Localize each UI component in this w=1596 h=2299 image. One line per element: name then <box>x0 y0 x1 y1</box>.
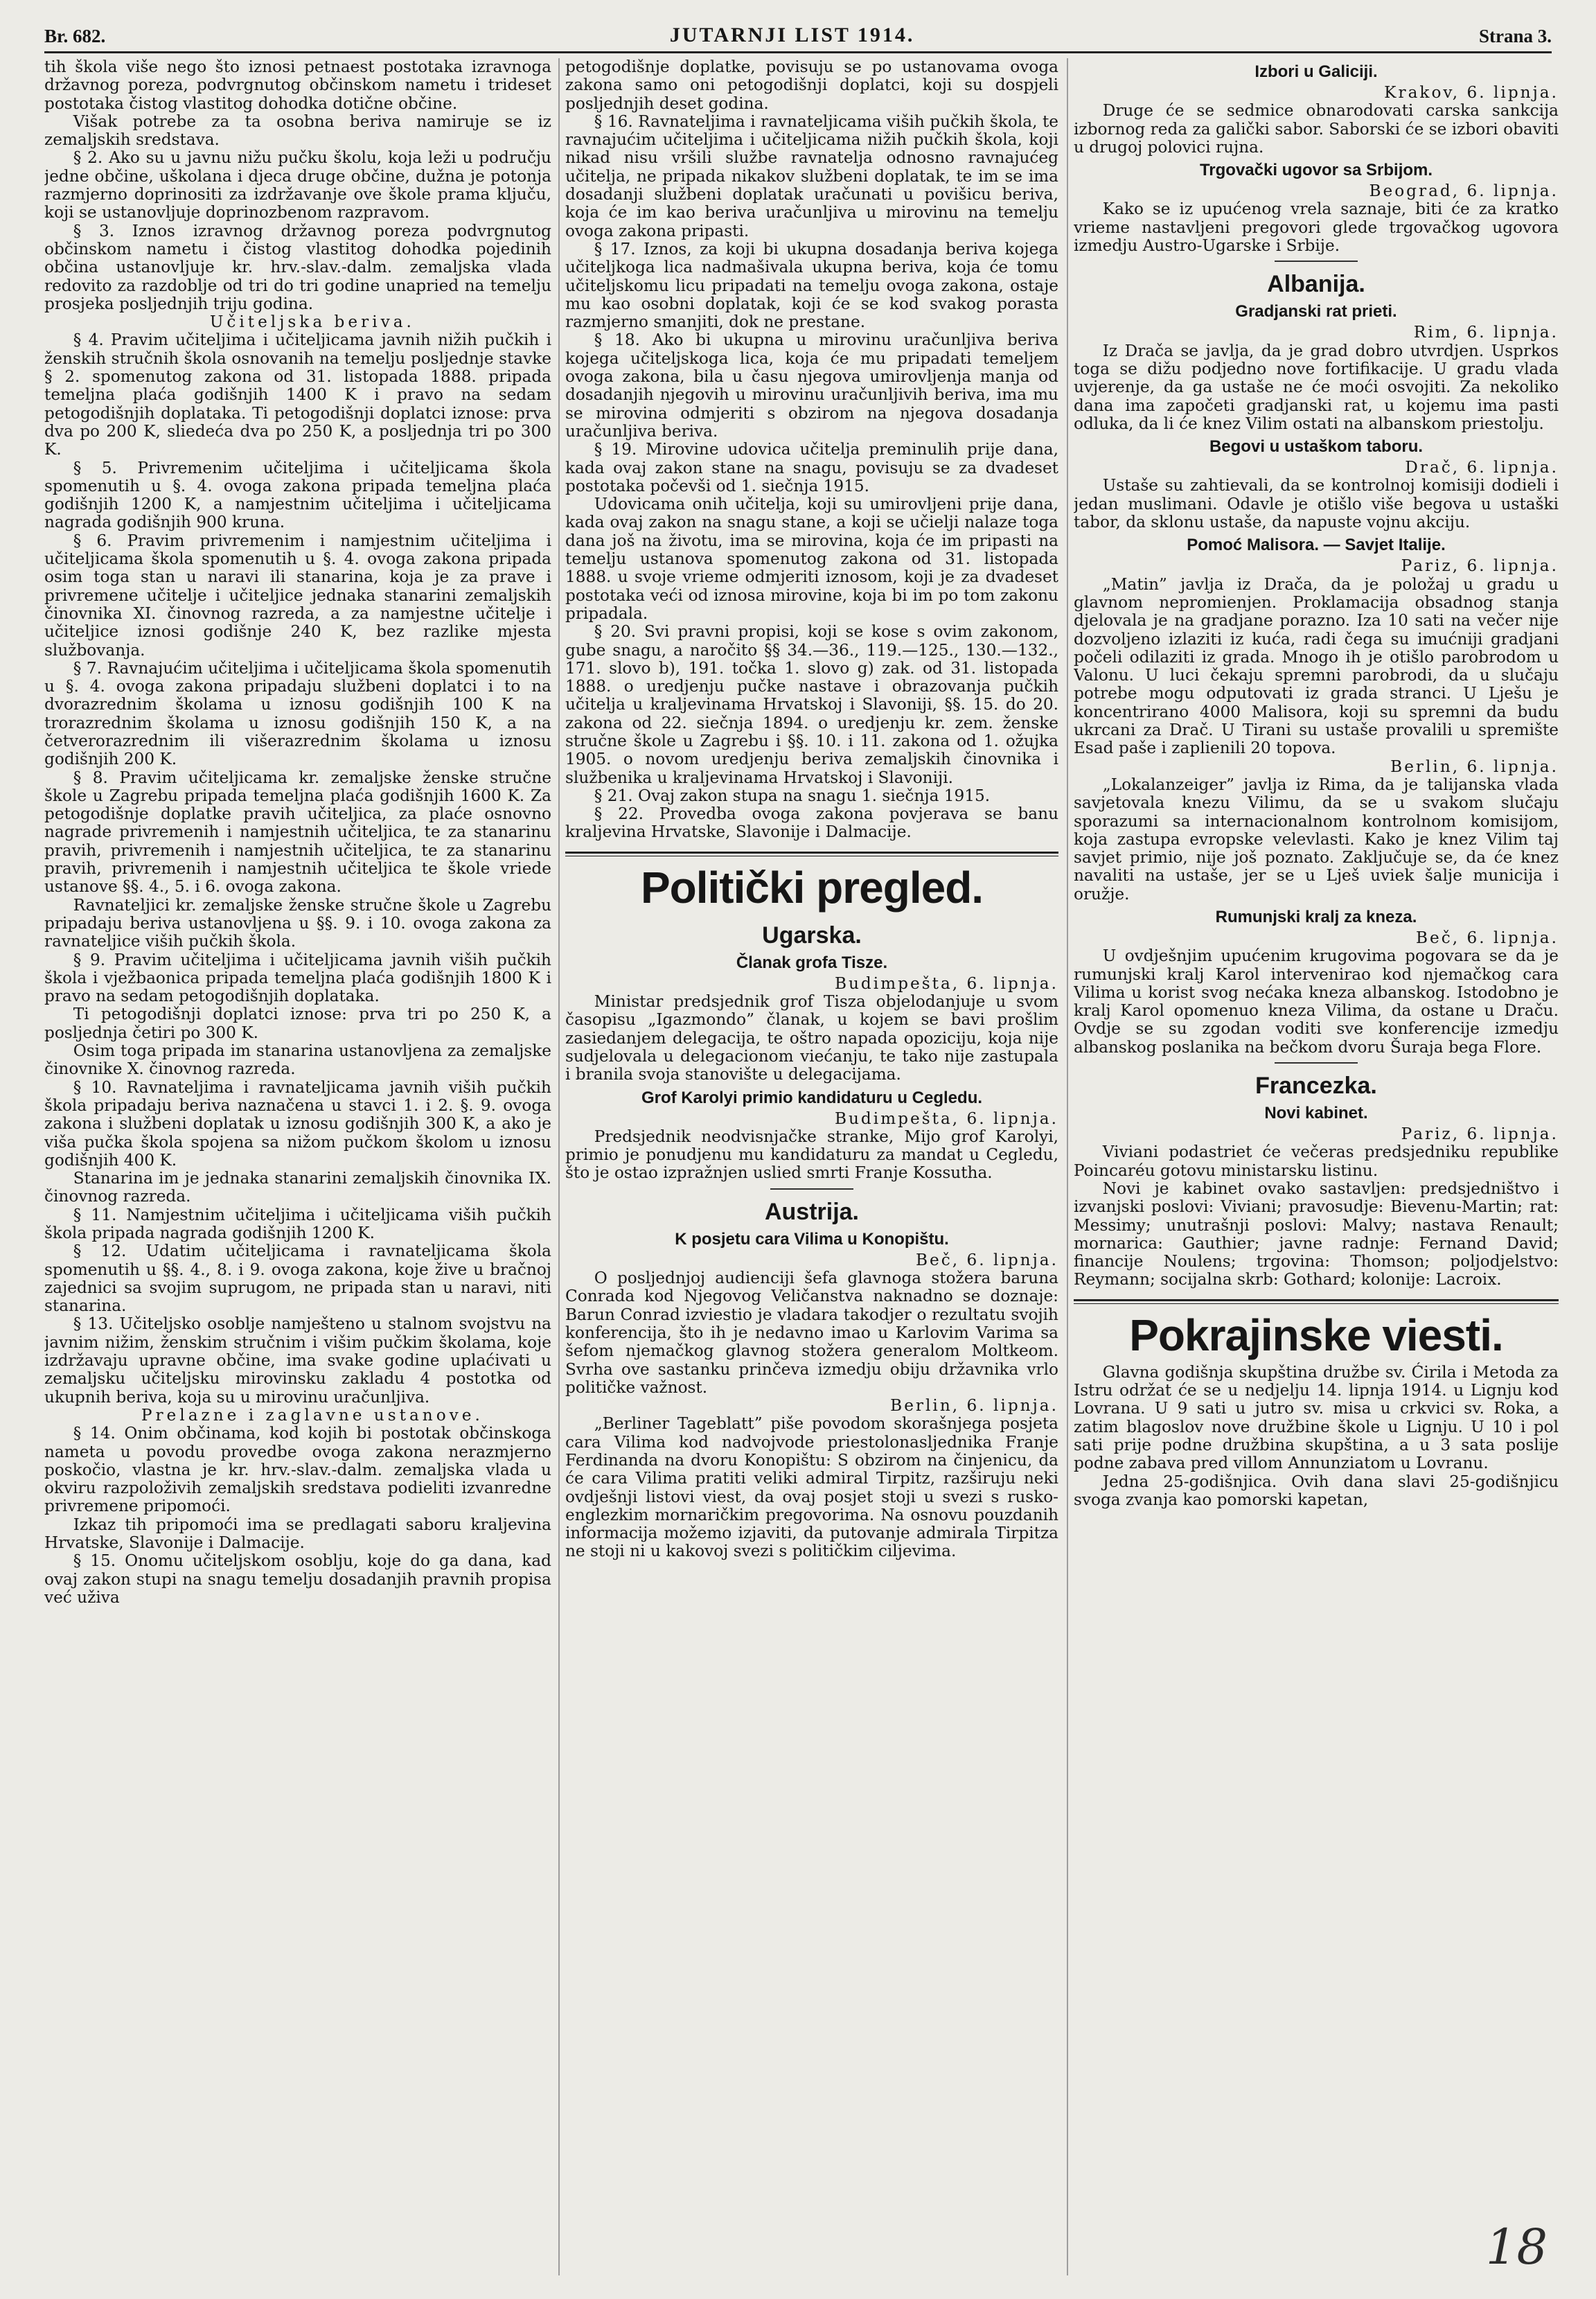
section-heading-hungary: Ugarska. <box>762 922 862 949</box>
dateline: Beograd, 6. lipnja. <box>1369 182 1559 201</box>
section-divider <box>1074 1299 1559 1304</box>
section-heading-france: Francezka. <box>1255 1073 1377 1100</box>
section-subheading: Učiteljska beriva. <box>209 312 415 332</box>
page-header <box>44 15 1552 53</box>
paragraph: „Matin” javlja iz Drača, da je položaj u gradu u glavnom nepromienjen. Proklamacija obsadnog stanja djelovala je na gradjane porazno. Iza 10 sati na večer nije dozvoljeno izlaziti iz kuća, radi čega su imućniji gradjani počeli odilaziti iz grada. Mnogo ih je otišlo parobrodom u Valonu. U luci čekaju spremni parobrodi, da u slučaju potrebe mogu odputovati iz grada stranci. U Lješu je koncentrirano 4000 Malisora, koji su spremni da budu ukrcani za Drač. U Tirani su ustaše provalili u spremište Esad paše i zaplienili 20 topova. <box>1074 574 1559 758</box>
article-heading: Rumunjski kralj za kneza. <box>1215 907 1417 926</box>
article-heading: K posjetu cara Vilima u Konopištu. <box>675 1229 949 1249</box>
newspaper-title: JUTARNJI LIST 1914. <box>669 24 915 46</box>
article-heading: Izbori u Galiciji. <box>1254 62 1378 81</box>
paragraph: Jedna 25-godišnjica. Ovih dana slavi 25-godišnjicu svoga zvanja kao pomorski kapetan, <box>1074 1472 1559 1509</box>
section-heading-albania: Albanija. <box>1267 271 1365 298</box>
divider <box>1275 1062 1358 1064</box>
dateline: Budimpešta, 6. lipnja. <box>834 1109 1058 1128</box>
paragraph: § 10. Ravnateljima i ravnateljicama javnih viših pučkih škola pripadaju beriva naznačena u stavci 1. i 2. §. 9. ovoga zakona i službeni doplatak u iznosu godišnjih 300 K, a ako je viša pučka škola spojena sa nižom pučkom školom u iznosu godišnjih 400 K. <box>44 1077 551 1170</box>
dateline: Berlin, 6. lipnja. <box>1390 757 1559 776</box>
paragraph: § 2. Ako su u javnu nižu pučku školu, koja leži u području jedne občine, uškolana i djeca druge občine, dužna je potonja razmjerno doprinositi za izdržavanje ove škole prama ključu, koji se ustanovljuje doprinozbenom razpravom. <box>44 148 551 222</box>
dateline: Budimpešta, 6. lipnja. <box>834 974 1058 993</box>
section-divider <box>565 852 1058 856</box>
paragraph: Glavna godišnja skupština družbe sv. Ćirila i Metoda za Istru održat će se u nedjelju 14. lipnja 1914. u Lignju kod Lovrana. U 9 sati u jutro sv. misa u crkvici sv. Roka, a zatim blagoslov nove družbine škole u Lignju. U 10 i pol sati prije podne družbina skupština, a u 3 sata poslije podne zabava pred villom Annunziatom u Lovranu. <box>1074 1362 1559 1473</box>
page-number: Strana 3. <box>1478 26 1552 46</box>
article-heading: Trgovački ugovor sa Srbijom. <box>1199 161 1433 180</box>
paragraph: O posljednjoj audienciji šefa glavnoga stožera baruna Conrada kod Njegovog Veličanstva naknadno se doznaje: Barun Conrad izviestio je vladara takodjer o rezultatu svojih konferencija, što ih je nedavno imao u Karlovim Varima sa šefom njemačkog glavnog stožera generalom Moltkeom. Svrha ove sastanku prinčeva izmedju obiju državnika vrlo političke važnost. <box>565 1269 1058 1397</box>
column-2 <box>565 58 1058 2275</box>
paragraph: § 14. Onim občinama, kod kojih bi postotak občinskoga nameta u povodu provedbe ovoga zakona nerazmjerno poskočio, vlastna je kr. hrv.-slav.-dalm. zemaljska vlada u okviru razpoloživih zemaljskih sredstava podieliti izvanredne privremene pripomoći. <box>44 1424 551 1516</box>
paragraph: „Lokalanzeiger” javlja iz Rima, da je talijanska vlada savjetovala knezu Vilimu, da se u svakom slučaju sporazumi sa internacionalnom kontrolnom komisijom, koja zastupa evropske velevlasti. Kako je knez Vilim taj savjet primio, nije još poznato. Zaključuje se, da će knez navaliti na ustaše, jer se u Lješ uviek šalje municija i oružje. <box>1074 775 1559 904</box>
paragraph: § 15. Onomu učiteljskom osoblju, koje do ga dana, kad ovaj zakon stupi na snagu temelju dosadanjih pravnih propisa već uživa <box>44 1551 551 1607</box>
paragraph: U ovdješnjim upućenim krugovima pogovara se da je rumunjski kralj Karol intervenirao kod njemačkog cara Vilima u korist svog nećaka kneza albanskog. Istodobno je kralj Karol opomenuo kneza Vilima, da ostane u Draču. Ovdje se su zgodan voditi sve konferencije izmedju albanskog poslanika na bečkom dvoru Šuraja bega Flore. <box>1074 946 1559 1057</box>
paragraph: Izkaz tih pripomoći ima se predlagati saboru kraljevina Hrvatske, Slavonije i Dalmacije. <box>44 1515 551 1553</box>
dateline: Pariz, 6. lipnja. <box>1401 556 1559 576</box>
paragraph: § 7. Ravnajućim učiteljima i učiteljicama škola spomenutih u §. 4. ovoga zakona pripadaju službeni doplatci i to na dvorazrednim školama u iznosu godišnjih 100 K na trorazrednim školama u iznosu godišnjih 150 K, a na četverorazrednim ili višerazrednim školama u iznosu godišnjih 200 K. <box>44 658 551 769</box>
article-heading: Pomoć Malisora. — Savjet Italije. <box>1187 536 1446 555</box>
column-1 <box>44 58 551 2275</box>
dateline: Pariz, 6. lipnja. <box>1401 1125 1559 1144</box>
paragraph: § 16. Ravnateljima i ravnateljicama viših pučkih škola, te ravnajućim učiteljima i učiteljicama nižih pučkih škola, koji nikad nisu vršili službe ravnatelja odnosno ravnajućeg učitelja, ne pripada nikakov službeni doplatak, te im se ima dosadanji službeni doplatak uračunati u povišicu beriva, koja će im kao beriva uračunljiva u mirovinu na temelju ovoga zakona pripasti. <box>565 112 1058 240</box>
paragraph: Višak potrebe za ta osobna beriva namiruje se iz zemaljskih sredstava. <box>44 112 551 150</box>
paragraph: Kako se iz upućenog vrela saznaje, biti će za kratko vrieme nastavljeni pregovori glede trgovačkog ugovora izmedju Austro-Ugarske i Srbije. <box>1074 200 1559 256</box>
paragraph: Druge će se sedmice obnarodovati carska sankcija izbornog reda za galički sabor. Saborski će se izbori obaviti u drugoj polovici rujna. <box>1074 101 1559 157</box>
paragraph: § 19. Mirovine udovica učitelja preminulih prije dana, kada ovaj zakon stane na snagu, povisuju se za dvadeset postotaka počevši od 1. siečnja 1915. <box>565 440 1058 495</box>
paragraph: § 20. Svi pravni propisi, koji se kose s ovim zakonom, gube snagu, a naročito §§ 34.—36., 119.—125., 130.—132., 171. slovo b), 191. točka 1. slovo g) zak. od 31. listopada 1888. o uredjenju pučke nastave i obrazovanja pučkih učitelja u kraljevinama Hrvatskoj i Slavoniji, §§. 15. do 20. zakona od 22. siečnja 1894. o uredjenju kr. zem. ženske stručne škole u Zagrebu i §§. 10. i 11. zakona od 1. ožujka 1905. o novom uredjenju beriva zemaljskih činovnika i službenika u kraljevinama Hrvatskoj i Slavoniji. <box>565 622 1058 787</box>
paragraph: § 3. Iznos izravnog državnog poreza podvrgnutog občinskom nametu i čistog vlastitog dohodka pojedinih občina ustanovljuje kr. hrv.-slav.-dalm. zemaljska vlada redovito za razdoblje od tri do tri godine unapried na temelju prosjeka posljednjih triju godina. <box>44 221 551 313</box>
political-review-heading: Politički pregled. <box>640 862 984 913</box>
divider <box>1275 261 1358 262</box>
divider <box>770 1188 853 1190</box>
dateline: Beč, 6. lipnja. <box>1416 928 1559 947</box>
paragraph: Ustaše su zahtievali, da se kontrolnoj komisiji dodieli i jedan muslimani. Odavle je otišlo više begova u ustaški tabor, da sklonu ustaše, da napuste vojnu akciju. <box>1074 476 1559 532</box>
issue-number: Br. 682. <box>44 26 106 46</box>
paragraph: Osim toga pripada im stanarina ustanovljena za zemaljske činovnike X. činovnog razreda. <box>44 1041 551 1079</box>
paragraph: petogodišnje doplatke, povisuju se po ustanovama ovoga zakona samo oni petogodišnji doplatci, koji su dospjeli posljednjih deset godina. <box>565 58 1058 113</box>
handwritten-page-number: 18 <box>1485 2219 1548 2275</box>
paragraph: § 6. Pravim privremenim i namjestnim učiteljima i učiteljicama škola spomenutih u §. 4. ovoga zakona pripada osim toga stan u naravi ili stanarina, koja je za prave i privremene učitelje i učiteljice jednaka stanarini zemaljskih činovnika XI. činovnog razreda, a za namjestne učitelje i učiteljice iznosi godišnje 240 K, bez razlike mjesta službovanja. <box>44 531 551 660</box>
dateline: Drač, 6. lipnja. <box>1405 458 1559 477</box>
paragraph: Ravnateljici kr. zemaljske ženske stručne škole u Zagrebu pripadaju beriva ustanovljena u §§. 9. i 10. ovoga zakona za ravnateljice viših pučkih škola. <box>44 895 551 951</box>
paragraph: § 8. Pravim učiteljicama kr. zemaljske ženske stručne škole u Zagrebu pripada temeljna plaća godišnjih 1600 K. Za petogodišnje doplatke pravih učiteljica, za plaće osnovno nagrade privremenih i namjestnih učiteljica, te za stanarinu pravih, privremenih i namjestnih učiteljica, te za stanarinu pravih, privremenih i namjestnih učiteljica te škole vriede ustanove §§. 4., 5. i 6. ovoga zakona. <box>44 768 551 897</box>
article-heading: Članak grofa Tisze. <box>736 953 888 972</box>
paragraph: Predsjednik neodvisnjačke stranke, Mijo grof Karolyi, primio je ponudjenu mu kandidaturu za mandat u Cegledu, što je ostao izpražnjen uslied smrti Franje Kossutha. <box>565 1127 1058 1183</box>
paragraph: § 12. Udatim učiteljicama i ravnateljicama škola spomenutih u §§. 4., 8. i 9. ovoga zakona, koje žive u bračnoj zajednici sa svojim suprugom, ne pripada stan u naravi, niti stanarina. <box>44 1242 551 1316</box>
column-divider <box>1067 58 1068 2275</box>
paragraph: Ministar predsjednik grof Tisza objelodanjuje u svom časopisu „Igazmondo” članak, u kojem se bavi prošlim zasiedanjem delegacija, te oštro napada opoziciju, koja nije sudjelovala u delegacionom viećanju, te tako nije zastupala i branila svoja stanovište u delegacijama. <box>565 992 1058 1084</box>
paragraph: Iz Drača se javlja, da je grad dobro utvrdjen. Usprkos toga se dižu podjedno nove fortifikacije. U gradu vlada uvjerenje, da ga ustaše ne će moći osvojiti. Za nekoliko dana ima započeti gradjanski rat, u kojemu ima pasti odluka, da li će knez Vilim ostati na albanskom priestolju. <box>1074 341 1559 433</box>
paragraph: Ti petogodišnji doplatci iznose: prva tri po 250 K, a posljednja četiri po 300 K. <box>44 1005 551 1042</box>
regional-news-heading: Pokrajinske viesti. <box>1129 1310 1503 1360</box>
paragraph: § 21. Ovaj zakon stupa na snagu 1. siečnja 1915. <box>594 786 991 805</box>
dateline: Beč, 6. lipnja. <box>916 1250 1058 1269</box>
paragraph: § 9. Pravim učiteljima i učiteljicama javnih viših pučkih škola i vježbaonica pripada temeljna plaća godišnjih 1800 K i pravo na sedam petogodišnjih doplataka. <box>44 950 551 1006</box>
dateline: Krakov, 6. lipnja. <box>1384 83 1559 102</box>
paragraph: Viviani podastriet će večeras predsjedniku republike Poincaréu gotovu ministarsku listinu. <box>1074 1143 1559 1180</box>
article-heading: Begovi u ustaškom taboru. <box>1209 437 1424 457</box>
paragraph: § 4. Pravim učiteljima i učiteljicama javnih nižih pučkih i ženskih stručnih škola osnovanih na temelju posljednje stavke § 2. spomenutog zakona od 31. listopada 1888. pripada temeljna plaća godišnjih 1400 K i pravo na sedam petogodišnjih doplataka. Ti petogodišnji doplatci iznose: prva dva po 200 K, sliedeća dva po 250 K, a posljednja tri po 300 K. <box>44 331 551 459</box>
paragraph: § 17. Iznos, za koji bi ukupna dosadanja beriva kojega učiteljkoga lica nadmašivala ukupna beriva, koja će tomu učiteljskomu licu pripadati na temelju ovoga zakona, ostaje mu kao osobni doplatak, koji će se kod svakog porasta razmjerno smanjiti, dok ne prestane. <box>565 239 1058 332</box>
paragraph: § 11. Namjestnim učiteljima i učiteljicama viših pučkih škola pripada nagrada godišnjih 1200 K. <box>44 1205 551 1242</box>
column-3 <box>1074 58 1559 2275</box>
section-subheading: Prelazne i zaglavne ustanove. <box>141 1405 484 1425</box>
column-divider <box>558 58 560 2275</box>
paragraph: § 5. Privremenim učiteljima i učiteljicama škola spomenutih u §. 4. ovoga zakona pripada temeljna plaća godišnjih 1200 K, a namjestnim učiteljima i učiteljicama nagrada godišnjih 900 kruna. <box>44 458 551 532</box>
dateline: Rim, 6. lipnja. <box>1413 323 1559 342</box>
paragraph: Stanarina im je jednaka stanarini zemaljskih činovnika IX. činovnog razreda. <box>44 1169 551 1206</box>
section-heading-austria: Austrija. <box>764 1198 860 1225</box>
paragraph: tih škola više nego što iznosi petnaest postotaka izravnoga državnog poreza, podvrgnutog občinskom nametu i trideset postotaka čistog vlastitog dohodka dotične občine. <box>44 58 551 113</box>
article-heading: Gradjanski rat prieti. <box>1235 302 1397 321</box>
paragraph: Novi je kabinet ovako sastavljen: predsjedništvo i izvanjski poslovi: Viviani; pravosudje: Bievenu-Martin; rat: Messimy; unutrašnji poslovi: Malvy; nastava Renault; mornarica: Gauthier; javne radnje: Fernand David; financije Noulens; trgovina: Thomson; poljodjelstvo: Reymann; socijalna skrb: Gothard; kolonije: Lacroix. <box>1074 1179 1559 1289</box>
paragraph: „Berliner Tageblatt” piše povodom skorašnjega posjeta cara Vilima kod nadvojvode priestolonasljednika Franje Ferdinanda na dvoru Konopištu: S obzirom na činjenicu, da će cara Vilima pratiti veliki admiral Tirpitz, razširuju neki ovdješnji listovi viest, da ovaj posjet stoji u svezi s rusko-englezkim mornaričkim pregovorima. Na osnovu pouzdanih informacija možemo izjaviti, da putovanje admirala Tirpitza ne stoji ni u kakovoj svezi s političkim ciljevima. <box>565 1414 1058 1561</box>
paragraph: § 22. Provedba ovoga zakona povjerava se banu kraljevina Hrvatske, Slavonije i Dalmacije. <box>565 804 1058 842</box>
article-heading: Novi kabinet. <box>1264 1104 1368 1123</box>
dateline: Berlin, 6. lipnja. <box>890 1396 1058 1416</box>
article-heading: Grof Karolyi primio kandidaturu u Cegledu. <box>641 1088 983 1107</box>
paragraph: § 13. Učiteljsko osoblje namješteno u stalnom svojstvu na javnim nižim, ženskim stručnim i višim pučkim školama, koje izdržavaju upravne občine, ima svake godine uplaćivati u zemaljsku učiteljsku mirovinsku zakladu 4 postotka od ukupnih beriva, koja su u mirovinu uračunljiva. <box>44 1314 551 1407</box>
paragraph: Udovicama onih učitelja, koji su umirovljeni prije dana, kada ovaj zakon na snagu stane, a koji se učielji nalaze toga dana još na životu, ima se mirovina, koja će im pripasti na temelju ustanova spomenutog zakona od 31. listopada 1888. u svoje vrieme odmjeriti iznosom, koji je za dvadeset postotaka veći od iznosa mirovine, koja bi im po tom zakonu pripadala. <box>565 495 1058 623</box>
paragraph: § 18. Ako bi ukupna u mirovinu uračunljiva beriva kojega učiteljskoga lica, koja će mu pripadati temeljem ovoga zakona, bila u času njegova umirovljenja manja od dosadanjih njegovih u mirovinu uračunljivih beriva, ima mu se mirovina odmjeriti s obzirom na njegova dosadanja uračunljiva beriva. <box>565 331 1058 441</box>
